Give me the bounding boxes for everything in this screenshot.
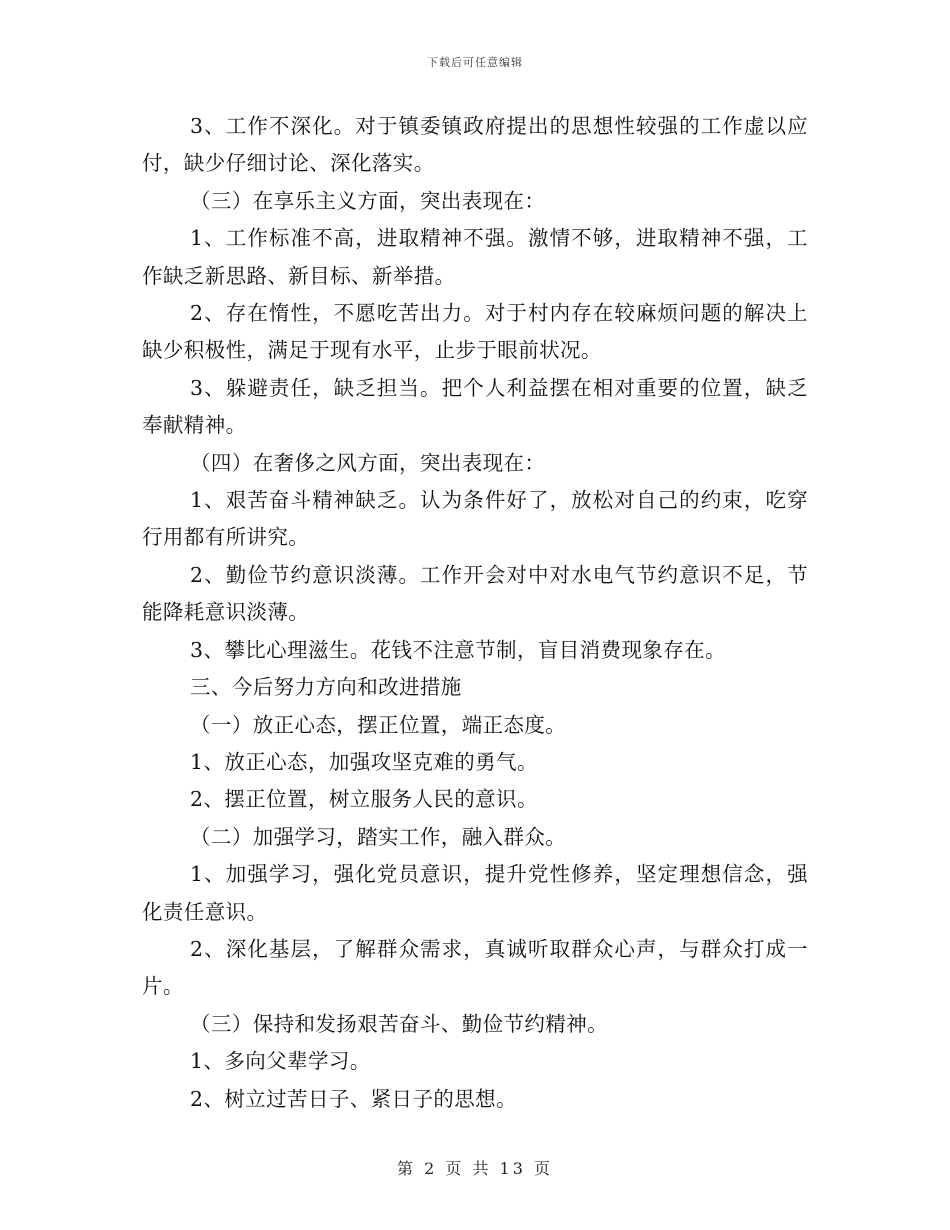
paragraph: 1、工作标准不高，进取精神不强。激情不够，进取精神不强，工作缺乏新思路、新目标、新举措。: [142, 226, 808, 288]
section-heading: （一）放正心态，摆正位置，端正态度。: [190, 712, 567, 737]
paragraph: 2、存在惰性，不愿吃苦出力。对于村内存在较麻烦问题的解决上缺少积极性，满足于现有水平，止步于眼前状况。: [142, 301, 808, 363]
paragraph: 2、摆正位置，树立服务人民的意识。: [190, 787, 538, 812]
section-heading: （二）加强学习，踏实工作，融入群众。: [190, 824, 567, 849]
section-heading: （三）保持和发扬艰苦奋斗、勤俭节约精神。: [190, 1011, 608, 1036]
section-heading: 三、今后努力方向和改进措施: [190, 675, 462, 700]
paragraph: 2、树立过苦日子、紧日子的思想。: [190, 1086, 517, 1111]
document-body: [142, 108, 808, 1118]
paragraph: 3、躲避责任，缺乏担当。把个人利益摆在相对重要的位置，缺乏奉献精神。: [142, 375, 808, 438]
paragraph: 1、放正心态，加强攻坚克难的勇气。: [190, 749, 538, 774]
paragraph: 2、勤俭节约意识淡薄。工作开会对中对水电气节约意识不足，节能降耗意识淡薄。: [142, 562, 808, 625]
paragraph: 1、多向父辈学习。: [190, 1049, 371, 1074]
section-heading: （三）在享乐主义方面，突出表现在：: [190, 188, 546, 213]
paragraph: 2、深化基层，了解群众需求，真诚听取群众心声，与群众打成一片。: [142, 936, 808, 999]
page-number-footer: 第 2 页 共 13 页: [397, 1159, 553, 1178]
section-heading: （四）在奢侈之风方面，突出表现在：: [190, 450, 546, 475]
paragraph: 3、攀比心理滋生。花钱不注意节制，盲目消费现象存在。: [190, 637, 726, 662]
paragraph: 1、艰苦奋斗精神缺乏。认为条件好了，放松对自己的约束，吃穿行用都有所讲究。: [142, 488, 808, 550]
paragraph: 1、加强学习，强化党员意识，提升党性修养，坚定理想信念，强化责任意识。: [142, 862, 808, 924]
page-header-note: 下载后可任意编辑: [427, 56, 523, 69]
paragraph: 3、工作不深化。对于镇委镇政府提出的思想性较强的工作虚以应付，缺少仔细讨论、深化落实。: [142, 114, 808, 176]
